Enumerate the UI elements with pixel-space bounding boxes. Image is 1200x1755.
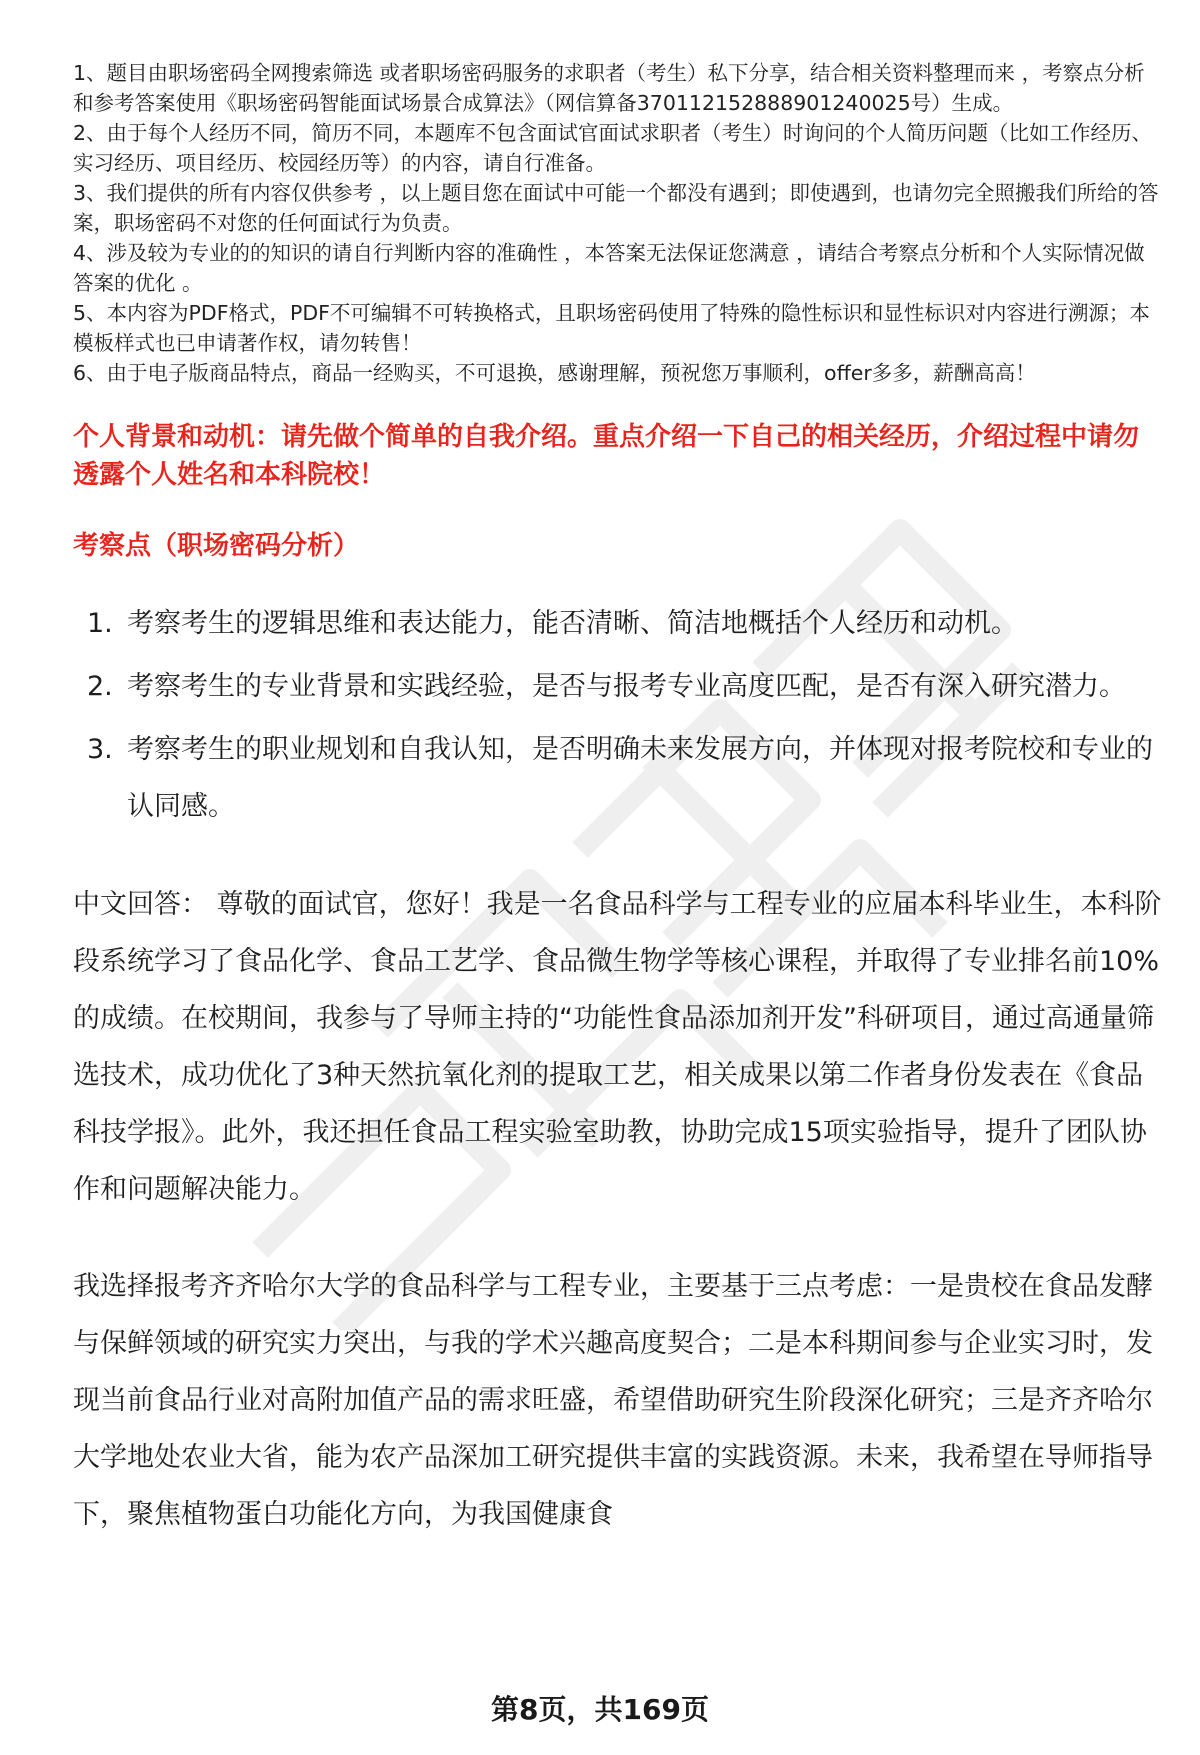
disclaimer-note: 2、由于每个人经历不同，简历不同，本题库不包含面试官面试求职者（考生）时询问的个人简历问题（比如工作经历、实习经历、项目经历、校园经历等）的内容，请自行准备。	[73, 121, 1153, 175]
page-content	[73, 58, 1163, 1543]
disclaimer-notes	[73, 58, 1163, 388]
assessment-point	[73, 658, 1163, 715]
disclaimer-note: 3、我们提供的所有内容仅供参考 ，以上题目您在面试中可能一个都没有遇到；即使遇到，也请勿完全照搬我们所给的答案，职场密码不对您的任何面试行为负责。	[73, 181, 1159, 235]
assessment-point	[73, 721, 1163, 835]
answer-paragraph: 中文回答： 尊敬的面试官，您好！我是一名食品科学与工程专业的应届本科毕业生，本科阶段系统学习了食品化学、食品工艺学、食品微生物学等核心课程，并取得了专业排名前10%的成绩。在校期间，我参与了导师主持的“功能性食品添加剂开发”科研项目，通过高通量筛选技术，成功优化了3种天然抗氧化剂的提取工艺，相关成果以第二作者身份发表在《食品科技学报》。此外，我还担任食品工程实验室助教，协助完成15项实验指导，提升了团队协作和问题解决能力。	[73, 889, 1162, 1205]
disclaimer-note: 5、本内容为PDF格式，PDF不可编辑不可转换格式，且职场密码使用了特殊的隐性标识和显性标识对内容进行溯源；本模板样式也已申请著作权，请勿转售！	[73, 301, 1150, 355]
question-heading: 个人背景和动机：请先做个简单的自我介绍。重点介绍一下自己的相关经历，介绍过程中请勿透露个人姓名和本科院校！	[73, 422, 1140, 490]
assessment-points-heading: 考察点（职场密码分析）	[73, 531, 360, 561]
disclaimer-note: 1、题目由职场密码全网搜索筛选 或者职场密码服务的求职者（考生）私下分享，结合相关资料整理而来 ，考察点分析和参考答案使用《职场密码智能面试场景合成算法》（网信算备370112152888901240025号）生成。	[73, 61, 1145, 115]
assessment-point	[73, 595, 1163, 652]
point-number: 2.	[87, 671, 113, 702]
point-number: 3.	[87, 734, 113, 765]
disclaimer-note: 6、由于电子版商品特点，商品一经购买，不可退换，感谢理解，预祝您万事顺利，offer多多，薪酬高高！	[73, 361, 1036, 385]
point-text: 考察考生的专业背景和实践经验，是否与报考专业高度匹配，是否有深入研究潜力。	[127, 671, 1126, 702]
point-number: 1.	[87, 608, 113, 639]
assessment-points-list	[73, 595, 1163, 835]
point-text: 考察考生的职业规划和自我认知，是否明确未来发展方向，并体现对报考院校和专业的认同感。	[127, 734, 1153, 822]
answer-paragraph: 我选择报考齐齐哈尔大学的食品科学与工程专业，主要基于三点考虑：一是贵校在食品发酵与保鲜领域的研究实力突出，与我的学术兴趣高度契合；二是本科期间参与企业实习时，发现当前食品行业对高附加值产品的需求旺盛，希望借助研究生阶段深化研究；三是齐齐哈尔大学地处农业大省，能为农产品深加工研究提供丰富的实践资源。未来，我希望在导师指导下，聚焦植物蛋白功能化方向，为我国健康食	[73, 1271, 1153, 1530]
disclaimer-note: 4、涉及较为专业的的知识的请自行判断内容的准确性 ，本答案无法保证您满意 ，请结合考察点分析和个人实际情况做答案的优化 。	[73, 241, 1145, 295]
page-number-footer: 第8页，共169页	[491, 1693, 709, 1726]
point-text: 考察考生的逻辑思维和表达能力，能否清晰、简洁地概括个人经历和动机。	[127, 608, 1018, 639]
